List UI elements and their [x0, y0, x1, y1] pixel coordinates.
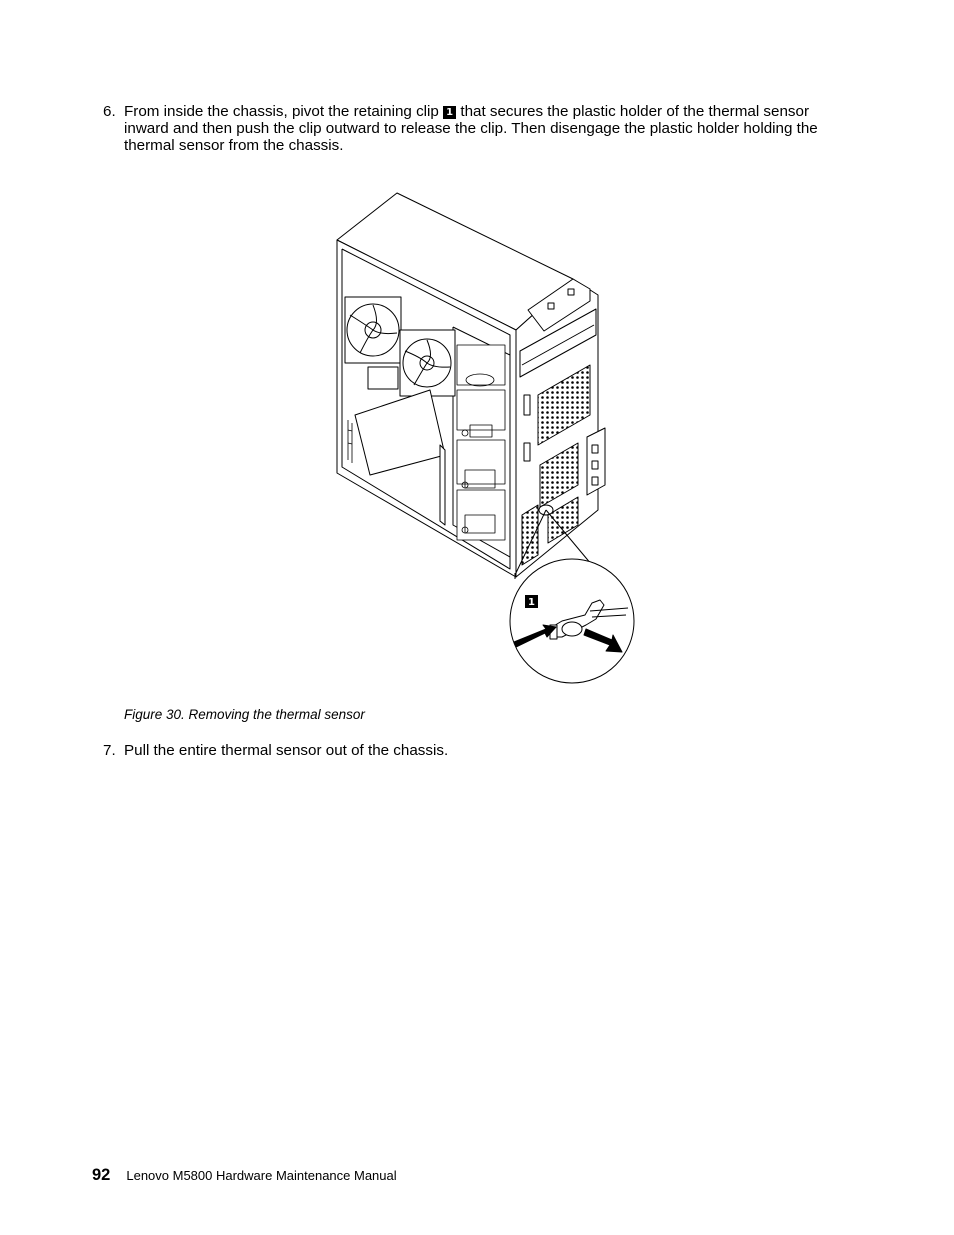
step-text-before: From inside the chassis, pivot the retaining clip [124, 103, 439, 120]
figure-callout-badge: 1 [528, 597, 535, 608]
step-text [124, 103, 848, 154]
chassis-figure [300, 185, 650, 685]
page-footer [92, 1166, 397, 1186]
step-number: 6. [103, 103, 116, 120]
callout-badge: 1 [443, 106, 456, 119]
manual-title: Lenovo M5800 Hardware Maintenance Manual [126, 1168, 397, 1183]
step-6 [103, 103, 848, 154]
figure-caption: Figure 30. Removing the thermal sensor [124, 707, 365, 722]
step-number: 7. [103, 742, 116, 759]
step-7 [103, 742, 848, 759]
step-text-after: that secures the plastic holder of the thermal sensor inward and then push the clip outward to release the clip. Then disengage the plastic holder holding the thermal sensor from the chassis. [124, 103, 818, 154]
page-number: 92 [92, 1166, 111, 1184]
step-text: Pull the entire thermal sensor out of the chassis. [124, 742, 449, 759]
